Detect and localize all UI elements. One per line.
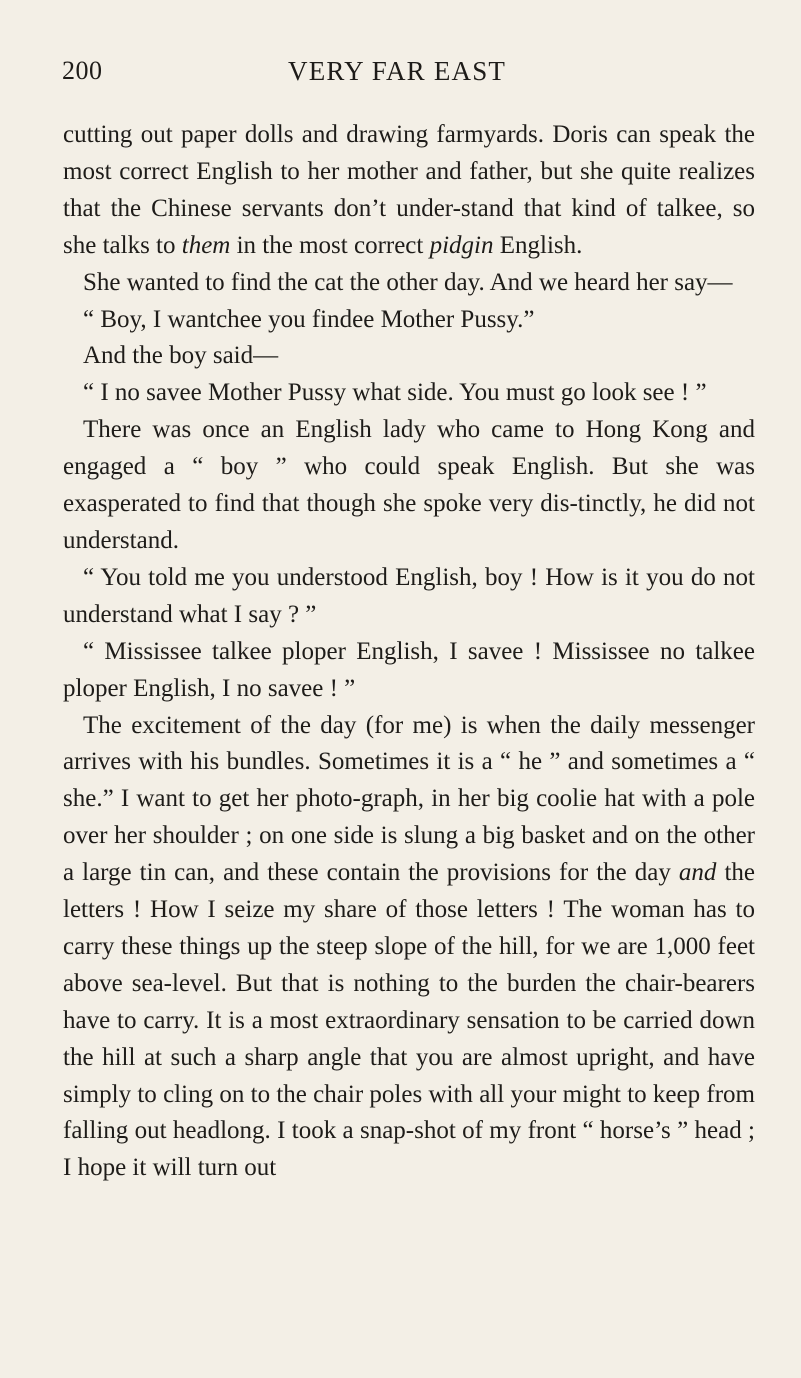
paragraph: [63, 338, 755, 375]
text-run: English.: [493, 231, 583, 259]
body-text: [63, 117, 755, 1187]
text-run: “ I no savee Mother Pussy what side. You must go look see ! ”: [83, 379, 707, 407]
italic-text: pidgin: [429, 231, 494, 259]
text-run: “ Boy, I wantchee you findee Mother Pussy.”: [83, 305, 535, 333]
paragraph: [63, 412, 755, 560]
paragraph: [63, 708, 755, 1188]
text-run: And the boy said—: [83, 342, 279, 370]
page-header: [62, 56, 739, 96]
text-run: “ You told me you understood English, boy ! How is it you do not understand what I say ? ”: [63, 563, 755, 628]
italic-text: and: [678, 859, 717, 887]
page-number: 200: [62, 56, 103, 85]
paragraph: [63, 560, 755, 634]
running-head: VERY FAR EAST: [288, 56, 507, 86]
text-run: “ Mississee talkee ploper English, I savee ! Mississee no talkee ploper English, I no savee ! ”: [63, 637, 755, 702]
text-run: in the most correct: [230, 231, 430, 259]
text-run: There was once an English lady who came to Hong Kong and engaged a “ boy ” who could speak English. But she was exasperated to find that though she spoke very dis-tinctly, he did not understand.: [63, 416, 755, 554]
text-run: She wanted to find the cat the other day. And we heard her say—: [83, 268, 733, 296]
text-run: cutting out paper dolls and drawing farmyards. Doris can speak the most correct English to her mother and father, but she quite realizes that the Chinese servants don’t under-stand that kind of talkee, so she talks to: [63, 121, 755, 259]
paragraph: [63, 375, 755, 412]
paragraph: [63, 634, 755, 708]
paragraph: [63, 265, 755, 302]
text-run: the letters ! How I seize my share of those letters ! The woman has to carry these things up the steep slope of the hill, for we are 1,000 feet above sea-level. But that is nothing to the burden the chair-bearers have to carry. It is a most extraordinary sensation to be carried down the hill at such a sharp angle that you are almost upright, and have simply to cling on to the chair poles with all your might to keep from falling out headlong. I took a snap-shot of my front “ horse’s ” head ; I hope it will turn out: [63, 859, 755, 1182]
paragraph: [63, 117, 755, 265]
paragraph: [63, 302, 755, 339]
italic-text: them: [181, 231, 231, 259]
text-run: The excitement of the day (for me) is when the daily messenger arrives with his bundles. Sometimes it is a “ he ” and sometimes a “ she.” I want to get her photo-graph, in her big coolie hat with a pole over her shoulder ; on one side is slung a big basket and on the other a large tin can, and these contain the provisions for the day: [63, 711, 755, 887]
